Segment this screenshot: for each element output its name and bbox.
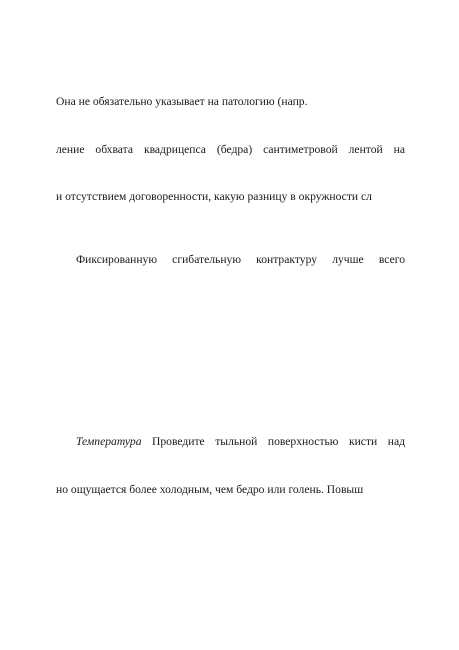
line-text: Она не обязательно указывает на патологию (напр. — [56, 95, 308, 108]
paragraph-start-line — [76, 253, 405, 267]
text-line — [56, 95, 307, 109]
text-line — [56, 190, 372, 204]
line-text: Проведите тыльной поверхностью кисти над — [152, 435, 405, 448]
line-text: и отсутствием договоренности, какую разницу в окружности сл — [56, 190, 372, 203]
text-line — [56, 143, 405, 157]
line-text: ление обхвата квадрицепса (бедра) сантиметровой лентой на — [56, 143, 405, 156]
line-text: Фиксированную сгибательную контрактуру лучше всего — [76, 253, 405, 266]
section-heading-line — [76, 435, 405, 449]
text-line — [56, 483, 363, 497]
line-text: но ощущается более холодным, чем бедро или голень. Повыш — [56, 483, 364, 496]
section-title: Температура — [76, 435, 142, 448]
